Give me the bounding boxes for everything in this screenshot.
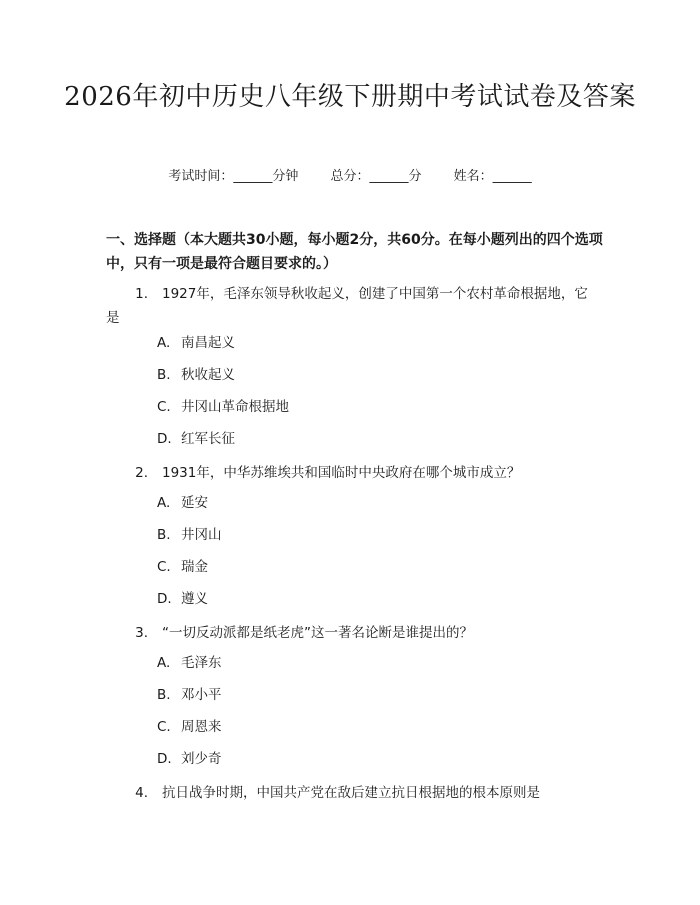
exam-score: 总分：______分 <box>330 169 422 184</box>
question-number: 3. <box>135 625 148 641</box>
exam-time: 考试时间：______分钟 <box>168 169 299 184</box>
option-text: 井冈山革命根据地 <box>181 399 289 415</box>
question-3 <box>106 621 596 645</box>
option-text: 井冈山 <box>181 527 222 543</box>
option-text: 延安 <box>181 495 208 511</box>
option-3a <box>157 653 222 673</box>
option-3b <box>157 685 222 705</box>
option-2a <box>157 493 208 513</box>
option-letter: A. <box>157 495 171 511</box>
option-3d <box>157 749 222 769</box>
question-text: 抗日战争时期，中国共产党在敌后建立抗日根据地的根本原则是 <box>162 785 540 801</box>
option-text: 周恩来 <box>181 719 222 735</box>
option-text: 南昌起义 <box>181 335 235 351</box>
option-letter: B. <box>157 527 171 543</box>
option-letter: A. <box>157 335 171 351</box>
exam-name: 姓名：______ <box>453 169 532 184</box>
question-number: 2. <box>135 465 148 481</box>
exam-meta <box>0 168 700 186</box>
option-letter: B. <box>157 367 171 383</box>
option-1c <box>157 397 289 417</box>
option-letter: A. <box>157 655 171 671</box>
option-3c <box>157 717 222 737</box>
option-text: 刘少奇 <box>181 751 222 767</box>
option-letter: C. <box>157 719 171 735</box>
question-2 <box>106 461 596 485</box>
question-1 <box>106 282 596 330</box>
option-text: 遵义 <box>181 591 208 607</box>
question-number: 1. <box>135 286 148 302</box>
section-heading: 一、选择题（本大题共30小题，每小题2分，共60分。在每小题列出的四个选项中，只有一项是最符合题目要求的。） <box>106 232 603 272</box>
option-text: 瑞金 <box>181 559 208 575</box>
option-1d <box>157 429 235 449</box>
option-text: 毛泽东 <box>181 655 222 671</box>
option-text: 邓小平 <box>181 687 222 703</box>
option-2b <box>157 525 222 545</box>
option-letter: C. <box>157 559 171 575</box>
question-4 <box>106 781 596 805</box>
option-letter: D. <box>157 751 172 767</box>
question-number: 4. <box>135 785 148 801</box>
option-letter: D. <box>157 431 172 447</box>
question-text: 1931年，中华苏维埃共和国临时中央政府在哪个城市成立？ <box>162 465 521 481</box>
option-letter: B. <box>157 687 171 703</box>
option-text: 秋收起义 <box>181 367 235 383</box>
exam-title: 2026年初中历史八年级下册期中考试试卷及答案 <box>64 82 636 112</box>
option-letter: D. <box>157 591 172 607</box>
option-2c <box>157 557 208 577</box>
option-text: 红军长征 <box>181 431 235 447</box>
option-1a <box>157 333 235 353</box>
question-text: “一切反动派都是纸老虎”这一著名论断是谁提出的？ <box>162 625 473 641</box>
option-1b <box>157 365 235 385</box>
option-letter: C. <box>157 399 171 415</box>
option-2d <box>157 589 208 609</box>
question-text: 1927年，毛泽东领导秋收起义，创建了中国第一个农村革命根据地，它是 <box>106 286 588 326</box>
